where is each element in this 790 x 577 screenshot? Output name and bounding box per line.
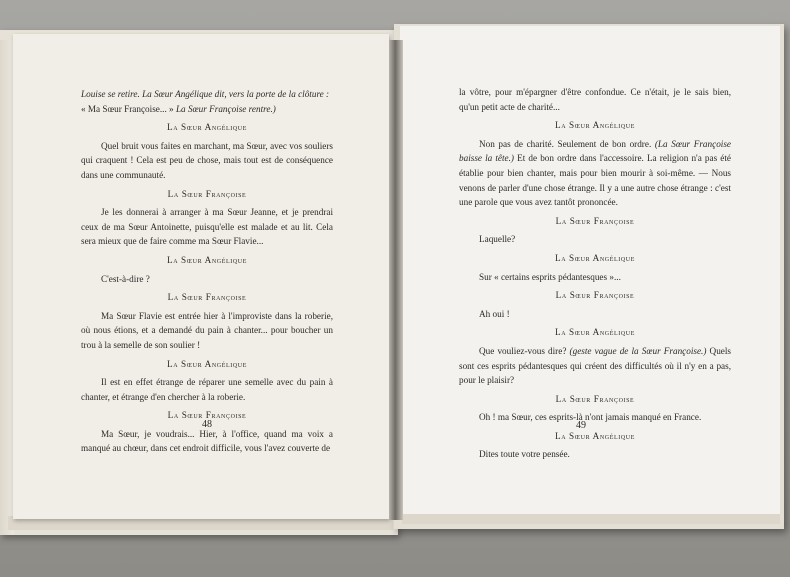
speaker-heading: La Sœur Angélique (555, 430, 635, 441)
speech-text: Ma Sœur, je voudrais... Hier, à l'office, quand ma voix a manqué au chœur, dans cet endroit difficile, vous l'avez couverte de (81, 428, 333, 454)
stage-direction-line1: Louise se retire. La Sœur Angélique dit, vers la porte de la clôture : (81, 89, 330, 99)
speech-text-part: Que vouliez-vous dire? (479, 345, 570, 356)
speaker-heading: La Sœur Angélique (555, 327, 635, 338)
speech-text (459, 137, 731, 210)
speaker-heading: La Sœur Angélique (555, 252, 635, 263)
stage-direction-italic: La Sœur Françoise rentre.) (175, 103, 276, 114)
speech-text-part: Non pas de charité. Seulement de bon ordre. (479, 138, 655, 149)
page-number-right: 49 (576, 420, 586, 431)
speaker-heading: La Sœur Françoise (555, 393, 635, 404)
speech-text: C'est-à-dire ? (101, 273, 150, 284)
book-gutter (389, 40, 403, 520)
continued-speech: la vôtre, pour m'épargner d'être confondue. Ce n'était, je le sais bien, qu'un petit acte de charité... (459, 87, 731, 112)
speech-text: Laquelle? (479, 234, 516, 245)
left-page-edges (0, 40, 14, 535)
speaker-heading: La Sœur Françoise (167, 292, 247, 303)
speaker-heading: La Sœur Angélique (167, 122, 247, 133)
speech-text: Ma Sœur Flavie est entrée hier à l'improviste dans la roberie, où nous étions, et a demandé du pain à chanter... pour boucher un trou à la semelle de son soulier ! (81, 310, 333, 350)
left-page-text (81, 87, 333, 456)
speech-text-part: Quels sont ces esprits pédantesques qui créent des difficultés où il n'y en a pas, pour le plaisir? (459, 345, 731, 386)
speech-text: Sur « certains esprits pédantesques »... (479, 271, 621, 282)
speech-text: Ah oui ! (479, 308, 510, 319)
speaker-heading: La Sœur Françoise (167, 410, 247, 421)
speech-text (459, 344, 731, 388)
speaker-heading: La Sœur Angélique (167, 254, 247, 265)
stage-direction-line2 (81, 102, 333, 117)
stage-direction-italic: (La Sœur Françoise baisse la tête.) (459, 138, 731, 164)
speech-text-part: Et de bon ordre dans l'accessoire. La religion n'a pas été établie pour bien chanter, mais pour bien mourir à soi-même. — Nous venons de parler d'une chose étrange. Il y a une autre chose étrange : c'est une parole que vous avez tantôt prononcée. (459, 153, 731, 208)
speech-text: Quel bruit vous faites en marchant, ma Sœur, avec vos souliers qui craquent ! Cela est peu de chose, mais tout est de conséquence dans une communauté. (81, 140, 333, 180)
speech-text: Je les donnerai à arranger à ma Sœur Jeanne, et je prendrai ceux de ma Sœur Antoinette, puisqu'elle est malade et au lit. Cela sera mieux que de faire comme ma Sœur Flavie... (81, 207, 333, 247)
speech-text: Dites toute votre pensée. (479, 449, 570, 460)
speaker-heading: La Sœur Angélique (555, 120, 635, 131)
page-number-left: 48 (202, 419, 212, 430)
speaker-heading: La Sœur Françoise (167, 188, 247, 199)
speaker-heading: La Sœur Angélique (167, 358, 247, 369)
speech-text: Oh ! ma Sœur, ces esprits-là n'ont jamais manqué en France. (479, 412, 702, 423)
speech-text: Il est en effet étrange de réparer une semelle avec du pain à chanter, et étrange d'en chercher à la roberie. (81, 377, 333, 402)
stage-direction-quote: « Ma Sœur Françoise... » (81, 103, 176, 114)
speaker-heading: La Sœur Françoise (555, 290, 635, 301)
speaker-heading: La Sœur Françoise (555, 215, 635, 226)
stage-direction-italic: (geste vague de la Sœur Françoise.) (569, 345, 707, 356)
right-page-text (459, 85, 731, 462)
